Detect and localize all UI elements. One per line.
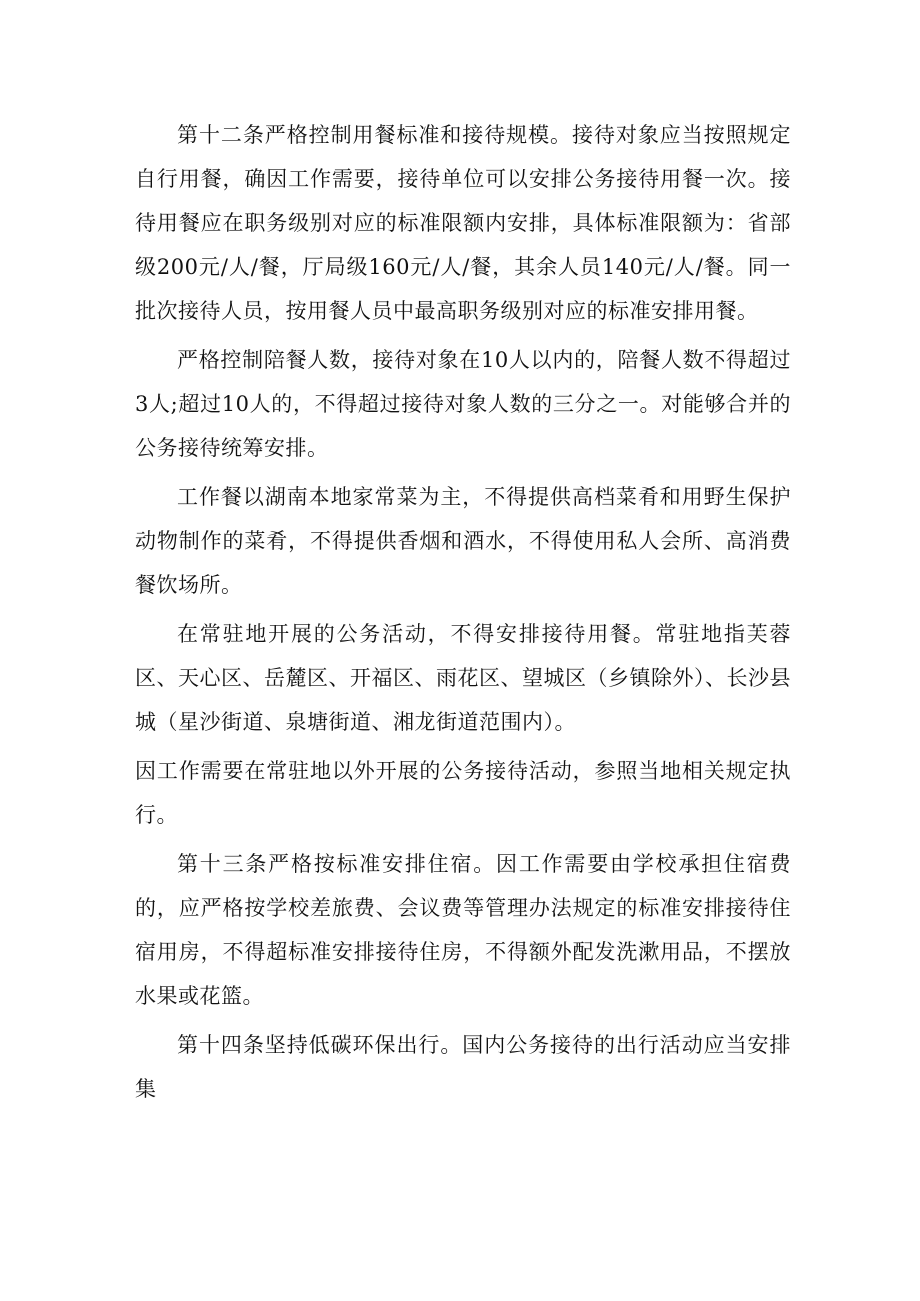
- paragraph-resident-area: 在常驻地开展的公务活动，不得安排接待用餐。常驻地指芙蓉区、天心区、岳麓区、开福区、雨花区、望城区（乡镇除外）、长沙县城（星沙街道、泉塘街道、湘龙街道范围内）。: [135, 622, 791, 734]
- paragraph-work-meal: 工作餐以湖南本地家常菜为主，不得提供高档菜肴和用野生保护动物制作的菜肴，不得提供香烟和酒水，不得使用私人会所、高消费餐饮场所。: [135, 485, 791, 597]
- paragraph-outside-resident: 因工作需要在常驻地以外开展的公务接待活动，参照当地相关规定执行。: [135, 759, 791, 827]
- document-body: [135, 113, 791, 1116]
- paragraph-article-13: 第十三条严格按标准安排住宿。因工作需要由学校承担住宿费的，应严格按学校差旅费、会议费等管理办法规定的标准安排接待住宿用房，不得超标准安排接待住房，不得额外配发洗漱用品，不摆放水果或花篮。: [135, 852, 791, 1008]
- paragraph-article-14: 第十四条坚持低碳环保出行。国内公务接待的出行活动应当安排集: [135, 1033, 791, 1101]
- paragraph-article-12: 第十二条严格控制用餐标准和接待规模。接待对象应当按照规定自行用餐，确因工作需要，接待单位可以安排公务接待用餐一次。接待用餐应在职务级别对应的标准限额内安排，具体标准限额为：省部级200元/人/餐，厅局级160元/人/餐，其余人员140元/人/餐。同一批次接待人员，按用餐人员中最高职务级别对应的标准安排用餐。: [135, 123, 791, 323]
- paragraph-accompany-limit: 严格控制陪餐人数，接待对象在10人以内的，陪餐人数不得超过3人;超过10人的，不得超过接待对象人数的三分之一。对能够合并的公务接待统筹安排。: [135, 348, 791, 460]
